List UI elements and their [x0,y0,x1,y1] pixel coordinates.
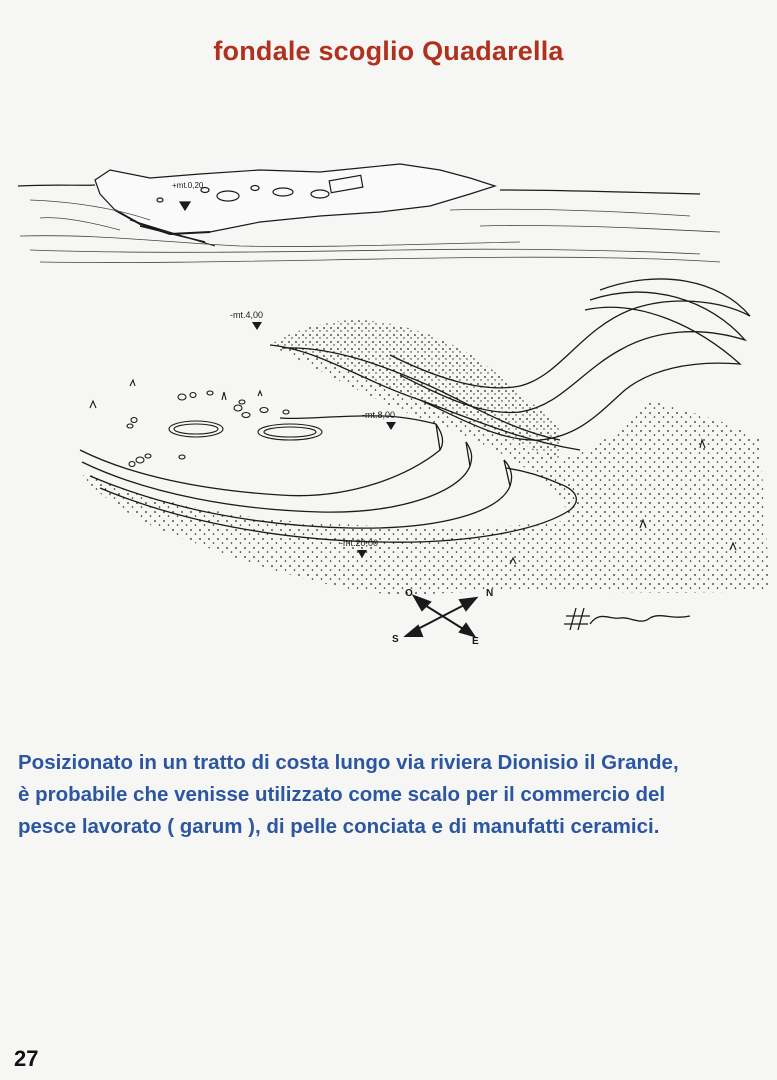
description-text [18,747,768,843]
description-line-3: pesce lavorato ( garum ), di pelle conciata e di manufatti ceramici. [18,815,660,838]
compass-north-label: N [486,588,494,599]
description-line-2: è probabile che venisse utilizzato come scalo per il commercio del [18,783,666,806]
compass-east-label: E [472,636,479,647]
depth-label-middle: -mt.8,00 [362,410,396,420]
rock-elevation [18,164,700,246]
compass-south-label: S [392,634,399,645]
sand-area [80,320,770,595]
page-number: 27 [14,1046,39,1071]
description-line-1: Posizionato in un tratto di costa lungo via riviera Dionisio il Grande, [18,751,679,774]
seabed-sketch [0,150,777,670]
compass-west-label: O [405,588,413,599]
depth-marker-middle [362,410,396,430]
page-title: fondale scoglio Quadarella [213,36,564,66]
artist-signature [564,608,690,630]
depth-label-top: -mt.4,00 [230,310,264,320]
depth-marker-top [230,310,263,330]
rock-depth-label: +mt.0,20 [172,181,204,190]
compass-rose [392,588,493,647]
depth-label-bottom: -mt.20,00 [340,538,379,548]
